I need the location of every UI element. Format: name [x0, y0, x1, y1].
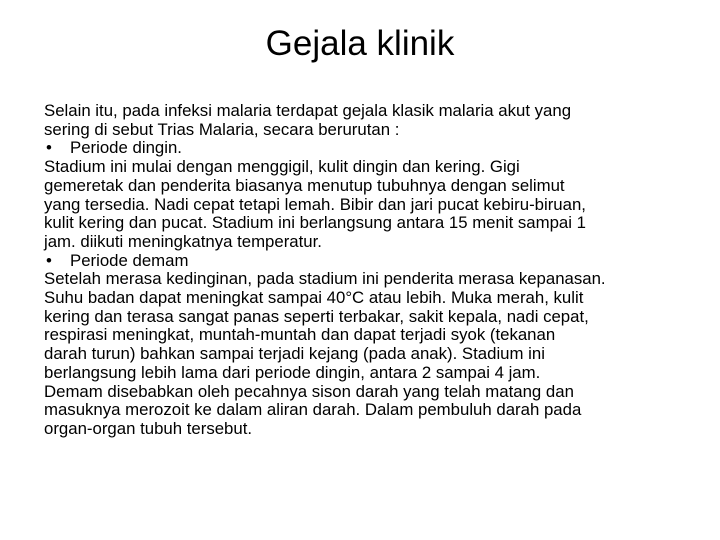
body-line: gemeretak dan penderita biasanya menutup tubuhnya dengan selimut: [44, 175, 565, 195]
body-line: kering dan terasa sangat panas seperti terbakar, sakit kepala, nadi cepat,: [44, 306, 589, 326]
bullet-text: Periode demam: [70, 250, 189, 270]
body-line: Demam disebabkan oleh pecahnya sison darah yang telah matang dan: [44, 381, 574, 401]
body-line: yang tersedia. Nadi cepat tetapi lemah. Bibir dan jari pucat kebiru-biruan,: [44, 194, 586, 214]
body-line: kulit kering dan pucat. Stadium ini berlangsung antara 15 menit sampai 1: [44, 213, 586, 233]
body-line: jam. diikuti meningkatnya temperatur.: [44, 231, 322, 251]
bullet-item-periode-demam: [44, 252, 689, 271]
body-line: organ-organ tubuh tersebut.: [44, 418, 253, 438]
body-line: sering di sebut Trias Malaria, secara berurutan :: [44, 119, 400, 139]
bullet-text: Periode dingin.: [70, 138, 182, 158]
body-line: Stadium ini mulai dengan menggigil, kulit dingin dan kering. Gigi: [44, 157, 520, 177]
slide-body: [44, 102, 689, 439]
bullet-icon: •: [46, 138, 52, 158]
bullet-icon: •: [46, 250, 52, 270]
body-line: masuknya merozoit ke dalam aliran darah. Dalam pembuluh darah pada: [44, 400, 582, 420]
body-line: Suhu badan dapat meningkat sampai 40°C atau lebih. Muka merah, kulit: [44, 288, 584, 308]
body-line: darah turun) bahkan sampai terjadi kejang (pada anak). Stadium ini: [44, 344, 545, 364]
body-line: respirasi meningkat, muntah-muntah dan dapat terjadi syok (tekanan: [44, 325, 556, 345]
body-line: berlangsung lebih lama dari periode dingin, antara 2 sampai 4 jam.: [44, 362, 541, 382]
bullet-item-periode-dingin: [44, 139, 689, 158]
body-line: Setelah merasa kedinginan, pada stadium ini penderita merasa kepanasan.: [44, 269, 606, 289]
body-line: Selain itu, pada infeksi malaria terdapat gejala klasik malaria akut yang: [44, 101, 572, 120]
slide-title: Gejala klinik: [265, 24, 455, 63]
